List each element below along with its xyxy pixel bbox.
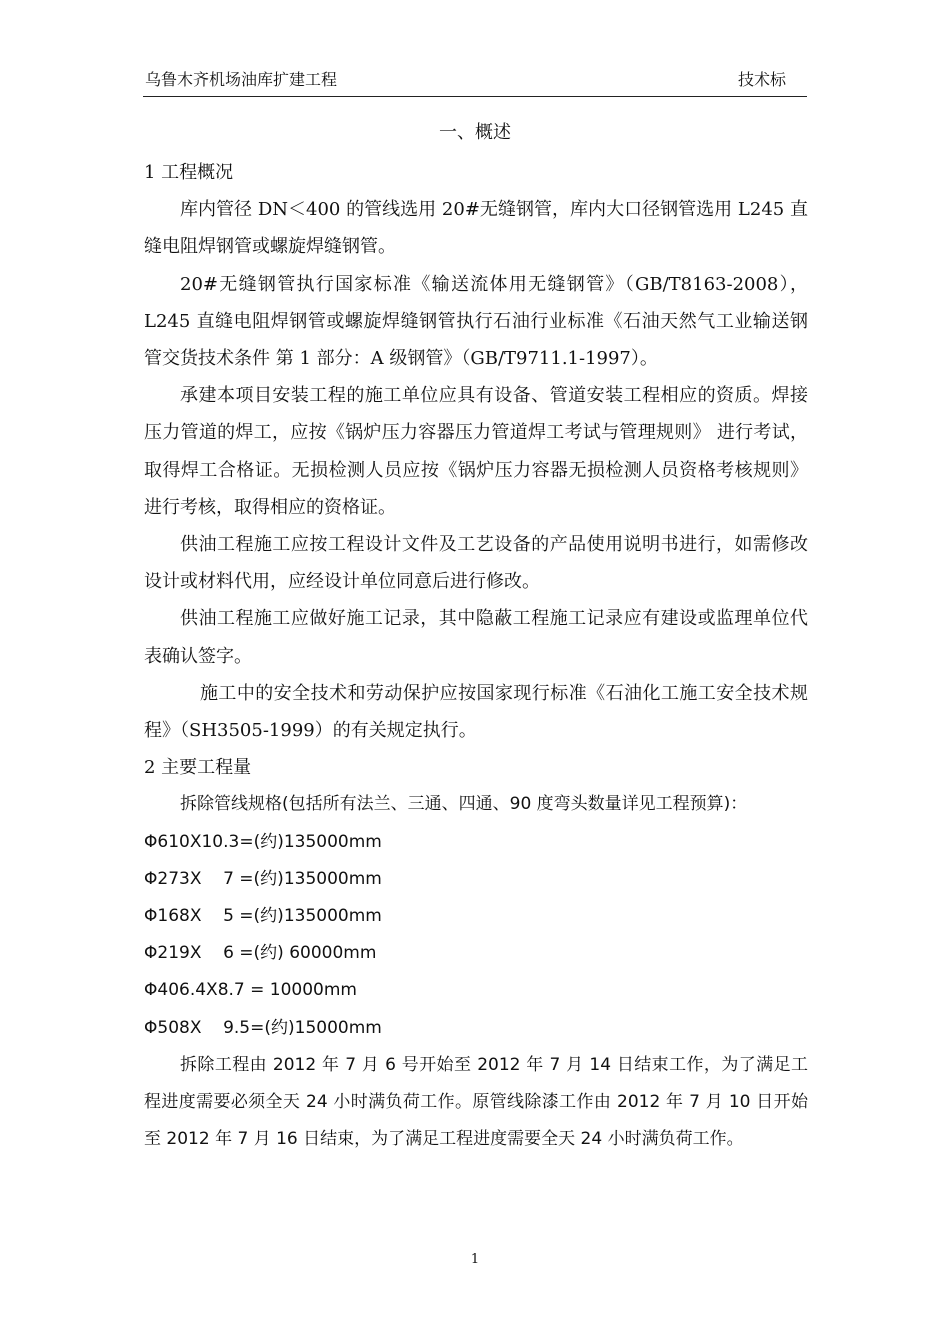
page-number: 1 [470,1252,480,1267]
document-body [144,154,808,1158]
pipe-item: Φ168X 5 =(约)135000mm [144,906,382,927]
header-divider [143,96,807,97]
pipe-item: Φ508X 9.5=(约)15000mm [144,1017,382,1038]
paragraph-pipe-selection: 库内管径 DN＜400 的管线选用 20#无缝钢管，库内大口径钢管选用 L245 直缝电阻焊钢管或螺旋焊缝钢管。 [144,199,808,258]
pipe-item: Φ406.4X8.7 = 10000mm [144,980,357,1001]
paragraph-removal-spec: 拆除管线规格(包括所有法兰、三通、四通、90 度弯头数量详见工程预算)： [180,794,748,815]
header-project-name: 乌鲁木齐机场油库扩建工程 [145,70,338,89]
header-doc-type: 技术标 [738,70,787,89]
section-heading-quantities: 2 主要工程量 [144,757,252,779]
paragraph-construction-records: 供油工程施工应做好施工记录，其中隐蔽工程施工记录应有建设或监理单位代表确认签字。 [144,608,808,667]
section-heading-overview: 1 工程概况 [144,162,234,183]
paragraph-qualifications: 承建本项目安装工程的施工单位应具有设备、管道安装工程相应的资质。焊接压力管道的焊工，应按《锅炉压力容器压力管道焊工考试与管理规则》 进行考试，取得焊工合格证。无损检测人员应按《锅炉压力容器无损检测人员资格考核规则》进行考核，取得相应的资格证。 [144,385,808,518]
paragraph-design-compliance: 供油工程施工应按工程设计文件及工艺设备的产品使用说明书进行，如需修改设计或材料代用，应经设计单位同意后进行修改。 [144,534,808,593]
section-title: 一、概述 [439,122,511,143]
paragraph-safety: 施工中的安全技术和劳动保护应按国家现行标准《石油化工施工安全技术规程》（SH3505-1999）的有关规定执行。 [144,682,808,742]
pipe-item: Φ273X 7 =(约)135000mm [144,868,382,889]
paragraph-standards: 20#无缝钢管执行国家标准《输送流体用无缝钢管》（GB/T8163-2008），L245 直缝电阻焊钢管或螺旋焊缝钢管执行石油行业标准《石油天然气工业输送钢管交货技术条件 第 1 部分：A 级钢管》（GB/T9711.1-1997）。 [144,273,808,370]
paragraph-schedule: 拆除工程由 2012 年 7 月 6 号开始至 2012 年 7 月 14 日结束工作，为了满足工程进度需要必须全天 24 小时满负荷工作。原管线除漆工作由 2012 年 7 月 10 日开始至 2012 年 7 月 16 日结束，为了满足工程进度需要全天 24 小时满负荷工作。 [144,1054,808,1150]
pipe-item: Φ219X 6 =(约) 60000mm [144,943,377,964]
pipe-item: Φ610X10.3=(约)135000mm [144,831,382,852]
